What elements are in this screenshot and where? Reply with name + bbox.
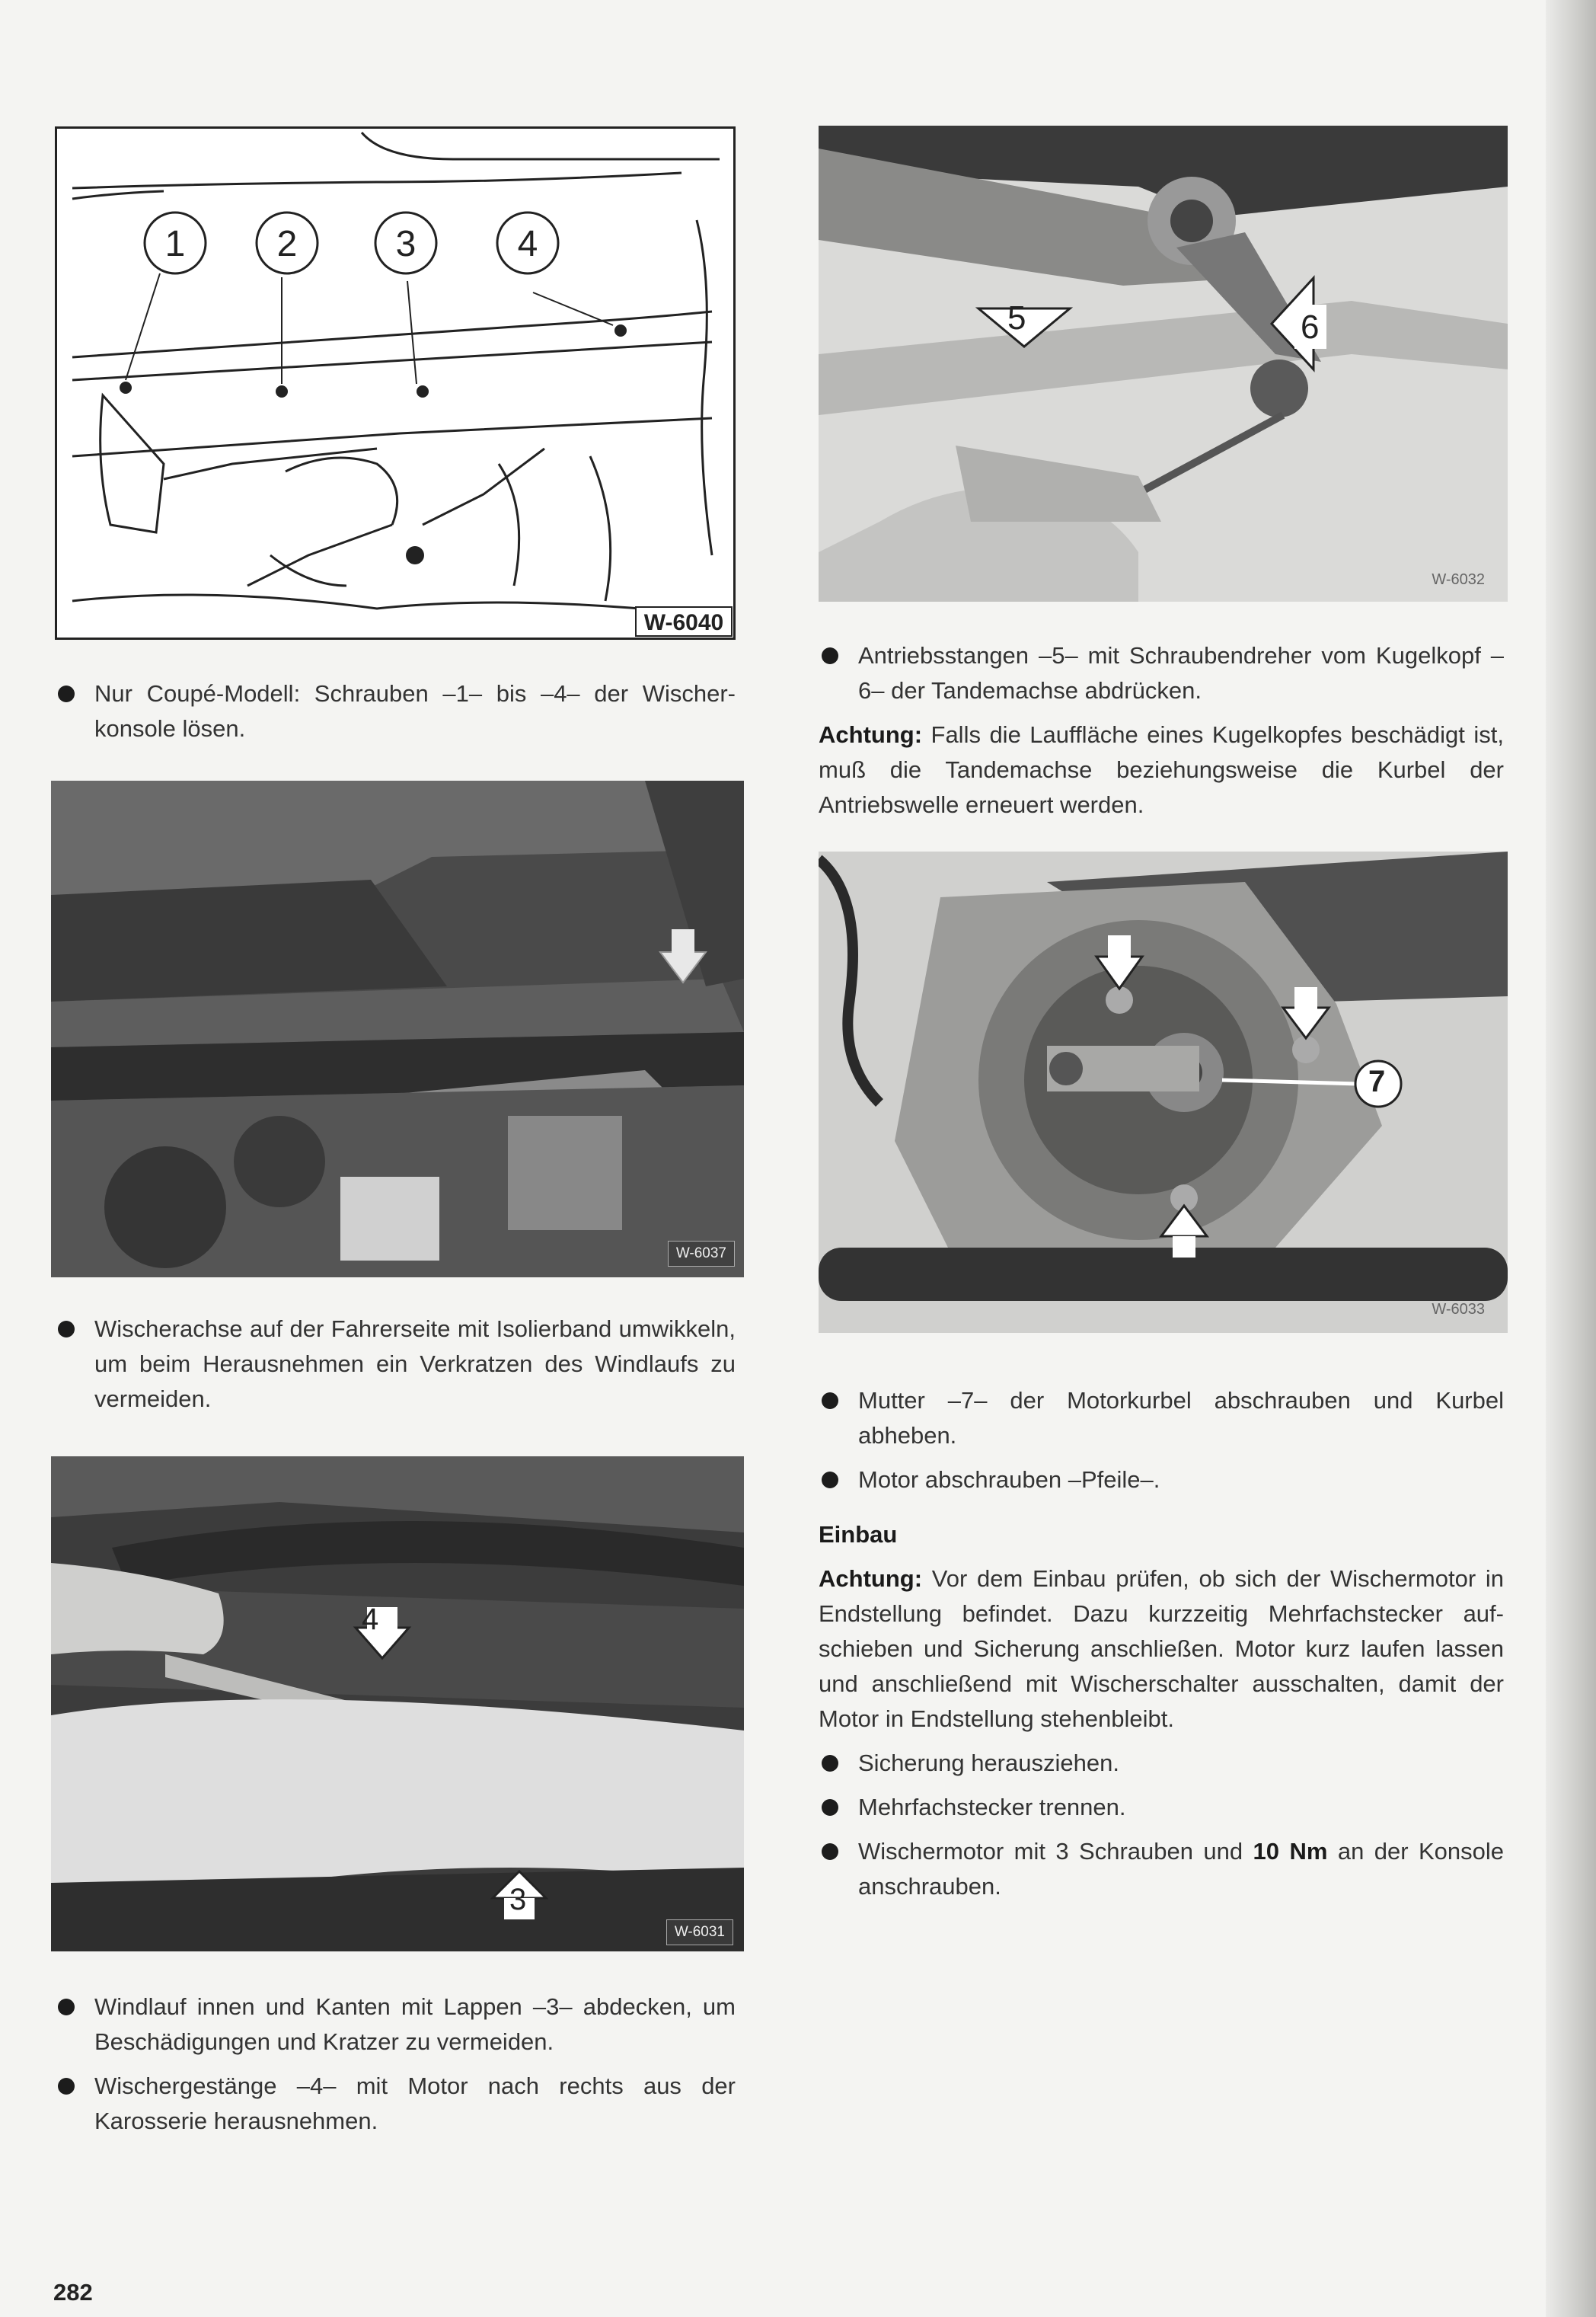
step-text [858, 1838, 1504, 1900]
step-text-part: Wischermotor mit 3 Schrauben und [858, 1838, 1253, 1865]
step-text: Motor abschrauben –Pfeile–. [858, 1466, 1160, 1493]
callout-6: 6 [1301, 308, 1320, 346]
bullet-icon [822, 1755, 838, 1772]
bullet-icon [822, 1392, 838, 1409]
list-item [819, 1790, 1504, 1825]
step-text: Sicherung herausziehen. [858, 1750, 1119, 1776]
figure-w6037-photo [51, 781, 744, 1277]
right-text-block-1 [819, 638, 1504, 832]
callout-4: 4 [517, 224, 538, 264]
note-text: Vor dem Einbau prüfen, ob sich der Wischermotor in Endstellung befindet. Dazu kurzzeitig Mehrfachstecker aufschieben und Sicherung anschließen. Motor kurz laufen lassen und anschließend mit Wischerschalter ausschalten, damit der Motor in Endstellung stehenbleibt. [819, 1565, 1504, 1732]
figure-w6033-photo [819, 852, 1508, 1333]
page-number: 282 [53, 2279, 93, 2306]
photo-svg [819, 126, 1508, 602]
step-text-part: an der Konsole anschrauben. [858, 1838, 1504, 1900]
step-text: Mutter –7– der Motorkurbel abschrauben und Kurbel abheben. [858, 1387, 1504, 1449]
bullet-icon [822, 647, 838, 664]
bullet-icon [58, 1321, 75, 1337]
callout-1: 1 [164, 224, 186, 264]
right-text-block-2 [819, 1383, 1504, 1913]
step-text: Wischerachse auf der Fahrerseite mit Isolierband umwikkeln, um beim Herausnehmen ein Verkratzen des Windlaufs zu vermeiden. [94, 1315, 736, 1412]
bullet-icon [58, 2078, 75, 2095]
note-label: Achtung: [819, 1565, 923, 1592]
callout-3: 3 [395, 224, 417, 264]
bullet-icon [822, 1472, 838, 1488]
list-item [819, 1834, 1504, 1904]
section-heading: Einbau [819, 1521, 898, 1548]
step-text: Antriebsstangen –5– mit Schraubendreher vom Kugelkopf –6– der Tandemachse abdrücken. [858, 642, 1504, 704]
list-item [55, 1989, 736, 2060]
list-item [55, 2069, 736, 2139]
figure-w6031-photo [51, 1456, 744, 1951]
note-paragraph [819, 1561, 1504, 1737]
figure-label: W-6032 [1432, 571, 1485, 588]
left-text-block-1 [55, 676, 736, 756]
note-label: Achtung: [819, 721, 923, 748]
callout-3: 3 [509, 1883, 527, 1916]
figure-label: W-6033 [1432, 1301, 1485, 1318]
left-text-block-2 [55, 1312, 736, 1426]
list-item [55, 676, 736, 746]
figure-label: W-6031 [666, 1919, 733, 1945]
step-text: Nur Coupé-Modell: Schrauben –1– bis –4– der Wischerkonsole lösen. [94, 680, 736, 742]
callout-5: 5 [1007, 299, 1026, 337]
step-text: Wischergestänge –4– mit Motor nach rechts aus der Karosserie herausnehmen. [94, 2073, 736, 2134]
torque-value: 10 Nm [1253, 1838, 1328, 1865]
list-item [819, 1462, 1504, 1497]
photo-svg [819, 852, 1508, 1333]
figure-label: W-6040 [643, 610, 724, 635]
bullet-icon [58, 1999, 75, 2015]
bullet-icon [822, 1799, 838, 1816]
bullet-icon [822, 1843, 838, 1860]
page-edge-shadow [1546, 0, 1596, 2317]
figure-w6032-photo [819, 126, 1508, 602]
step-text: Mehrfachstecker trennen. [858, 1794, 1126, 1820]
callout-2: 2 [276, 224, 298, 264]
callout-circles [145, 213, 558, 273]
photo-svg [51, 1456, 744, 1951]
list-item [819, 1746, 1504, 1781]
note-paragraph [819, 717, 1504, 823]
photo-svg [51, 781, 744, 1277]
bullet-icon [58, 686, 75, 702]
list-item [819, 638, 1504, 708]
list-item [55, 1312, 736, 1417]
list-item [819, 1383, 1504, 1453]
note-text: Falls die Lauffläche eines Kugelkopfes beschädigt ist, muß die Tandemachse beziehungsweise die Kurbel der Antriebswelle erneuert werden. [819, 721, 1504, 818]
left-text-block-3 [55, 1989, 736, 2148]
figure-label: W-6037 [668, 1241, 735, 1267]
step-text: Windlauf innen und Kanten mit Lappen –3– abdecken, um Beschädigungen und Kratzer zu vermeiden. [94, 1993, 736, 2055]
figure-w6040-drawing [55, 126, 736, 640]
callout-4: 4 [362, 1603, 379, 1636]
drawing-svg [57, 129, 733, 638]
callout-7: 7 [1368, 1065, 1386, 1098]
